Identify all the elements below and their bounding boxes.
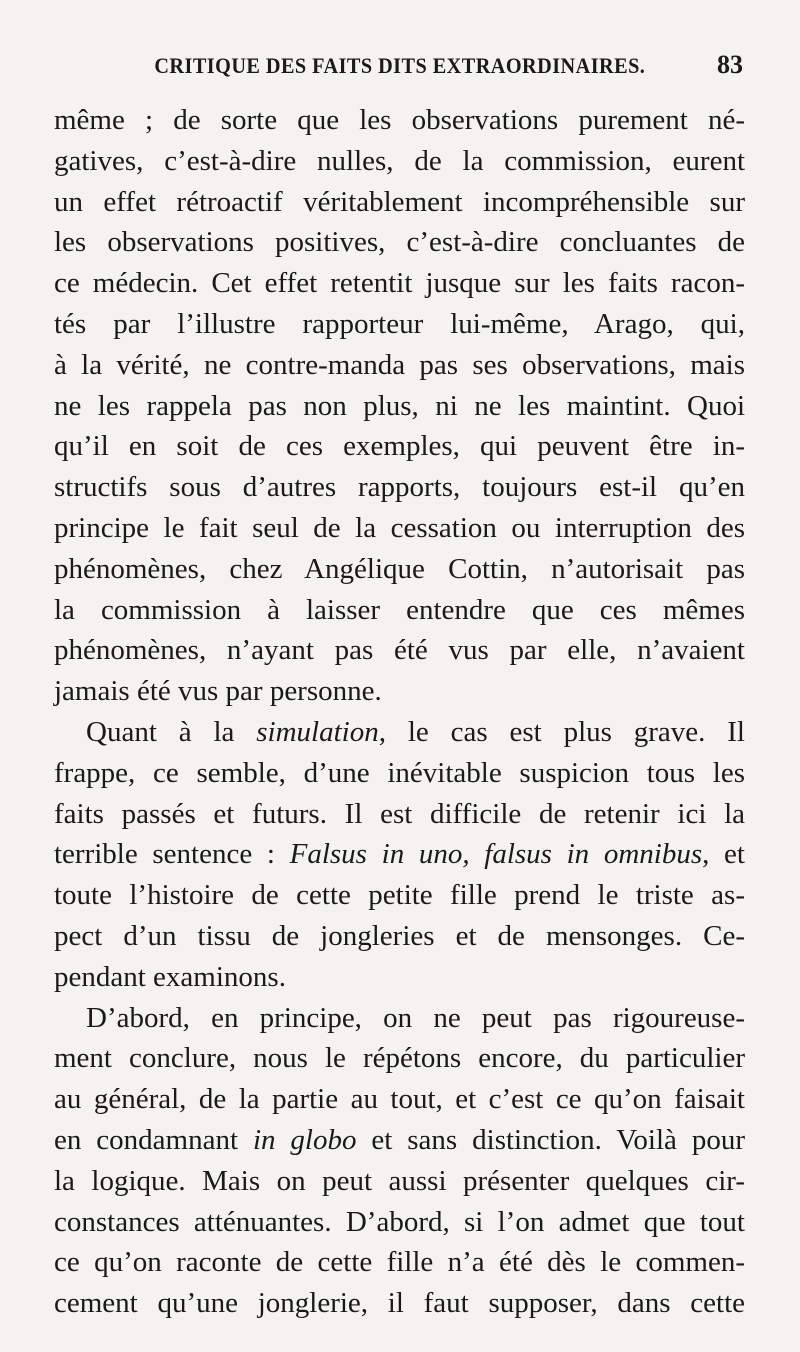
- text-line: [54, 386, 745, 427]
- line-text: jamais été vus par personne.: [54, 675, 382, 708]
- text-line: [54, 875, 745, 916]
- line-text: qu’il en soit de ces exemples, qui peuvent être in-: [54, 430, 745, 463]
- text-line: [54, 1161, 745, 1202]
- line-text: , le cas est plus grave. Il: [378, 715, 745, 748]
- line-text: tés par l’illustre rapporteur lui-même, Arago, qui,: [54, 307, 745, 340]
- line-text: phénomènes, chez Angélique Cottin, n’autorisait pas: [54, 552, 745, 585]
- text-line: [54, 1242, 745, 1283]
- text-line: [54, 1079, 745, 1120]
- line-text: frappe, ce semble, d’une inévitable suspicion tous les: [54, 756, 745, 789]
- text-line: [54, 916, 745, 957]
- line-text: cement qu’une jonglerie, il faut supposer, dans cette: [54, 1287, 745, 1320]
- text-line: [54, 222, 745, 263]
- line-text: la logique. Mais on peut aussi présenter quelques cir-: [54, 1164, 745, 1197]
- page-number: 83: [717, 50, 743, 79]
- text-line: [54, 467, 745, 508]
- running-head: [54, 44, 745, 88]
- line-text: ce qu’on raconte de cette fille n’a été dès le commen-: [54, 1246, 745, 1279]
- text-line: [54, 1202, 745, 1243]
- line-text: pect d’un tissu de jongleries et de mensonges. Ce-: [54, 919, 745, 952]
- line-text: pendant examinons.: [54, 960, 286, 993]
- text-line: [54, 1038, 745, 1079]
- text-line: [54, 141, 745, 182]
- italic-text: Falsus in uno, falsus in omnibus: [289, 838, 703, 871]
- line-text: un effet rétroactif véritablement incompréhensible sur: [54, 185, 745, 218]
- text-line: [54, 263, 745, 304]
- line-text: même ; de sorte que les observations purement né-: [54, 104, 745, 136]
- text-line: [54, 100, 745, 141]
- text-line: [54, 630, 745, 671]
- line-text: et sans distinction. Voilà pour: [356, 1123, 745, 1156]
- body-text: [54, 100, 745, 1324]
- line-text: constances atténuantes. D’abord, si l’on admet que tout: [54, 1205, 745, 1238]
- line-text: D’abord, en principe, on ne peut pas rigoureuse-: [86, 1001, 745, 1034]
- text-line: [54, 182, 745, 223]
- text-line: [54, 304, 745, 345]
- line-text: les observations positives, c’est-à-dire concluantes de: [54, 226, 745, 259]
- italic-text: simulation: [256, 715, 379, 748]
- text-line: [54, 794, 745, 835]
- text-line: [54, 590, 745, 631]
- text-line: [54, 1283, 745, 1324]
- line-text: toute l’histoire de cette petite fille prend le triste as-: [54, 879, 745, 912]
- line-text: à la vérité, ne contre-manda pas ses observations, mais: [54, 348, 745, 381]
- text-line: [54, 508, 745, 549]
- text-line: [54, 712, 745, 753]
- italic-text: in globo: [252, 1123, 357, 1156]
- text-line: [54, 957, 745, 998]
- text-line: [54, 549, 745, 590]
- line-text: ne les rappela pas non plus, ni ne les maintint. Quoi: [54, 389, 745, 422]
- line-text: en condamnant: [54, 1123, 253, 1156]
- text-line: [54, 671, 745, 712]
- text-line: [54, 753, 745, 794]
- text-line: [54, 1120, 745, 1161]
- line-text: gatives, c’est-à-dire nulles, de la commission, eurent: [54, 144, 745, 177]
- running-title: CRITIQUE DES FAITS DITS EXTRAORDINAIRES.: [154, 53, 645, 78]
- line-text: ment conclure, nous le répétons encore, du particulier: [54, 1042, 745, 1075]
- line-text: au général, de la partie au tout, et c’est ce qu’on faisait: [54, 1083, 745, 1116]
- line-text: Quant à la: [86, 715, 257, 748]
- text-line: [54, 998, 745, 1039]
- line-text: faits passés et futurs. Il est difficile de retenir ici la: [54, 797, 745, 830]
- text-line: [54, 345, 745, 386]
- text-line: [54, 834, 745, 875]
- line-text: , et: [702, 838, 745, 871]
- text-line: [54, 426, 745, 467]
- line-text: structifs sous d’autres rapports, toujours est-il qu’en: [54, 471, 745, 504]
- line-text: phénomènes, n’ayant pas été vus par elle, n’avaient: [54, 634, 745, 667]
- line-text: terrible sentence :: [54, 838, 290, 871]
- line-text: principe le fait seul de la cessation ou interruption des: [54, 511, 745, 544]
- line-text: la commission à laisser entendre que ces mêmes: [54, 593, 745, 626]
- line-text: ce médecin. Cet effet retentit jusque sur les faits racon-: [54, 267, 745, 300]
